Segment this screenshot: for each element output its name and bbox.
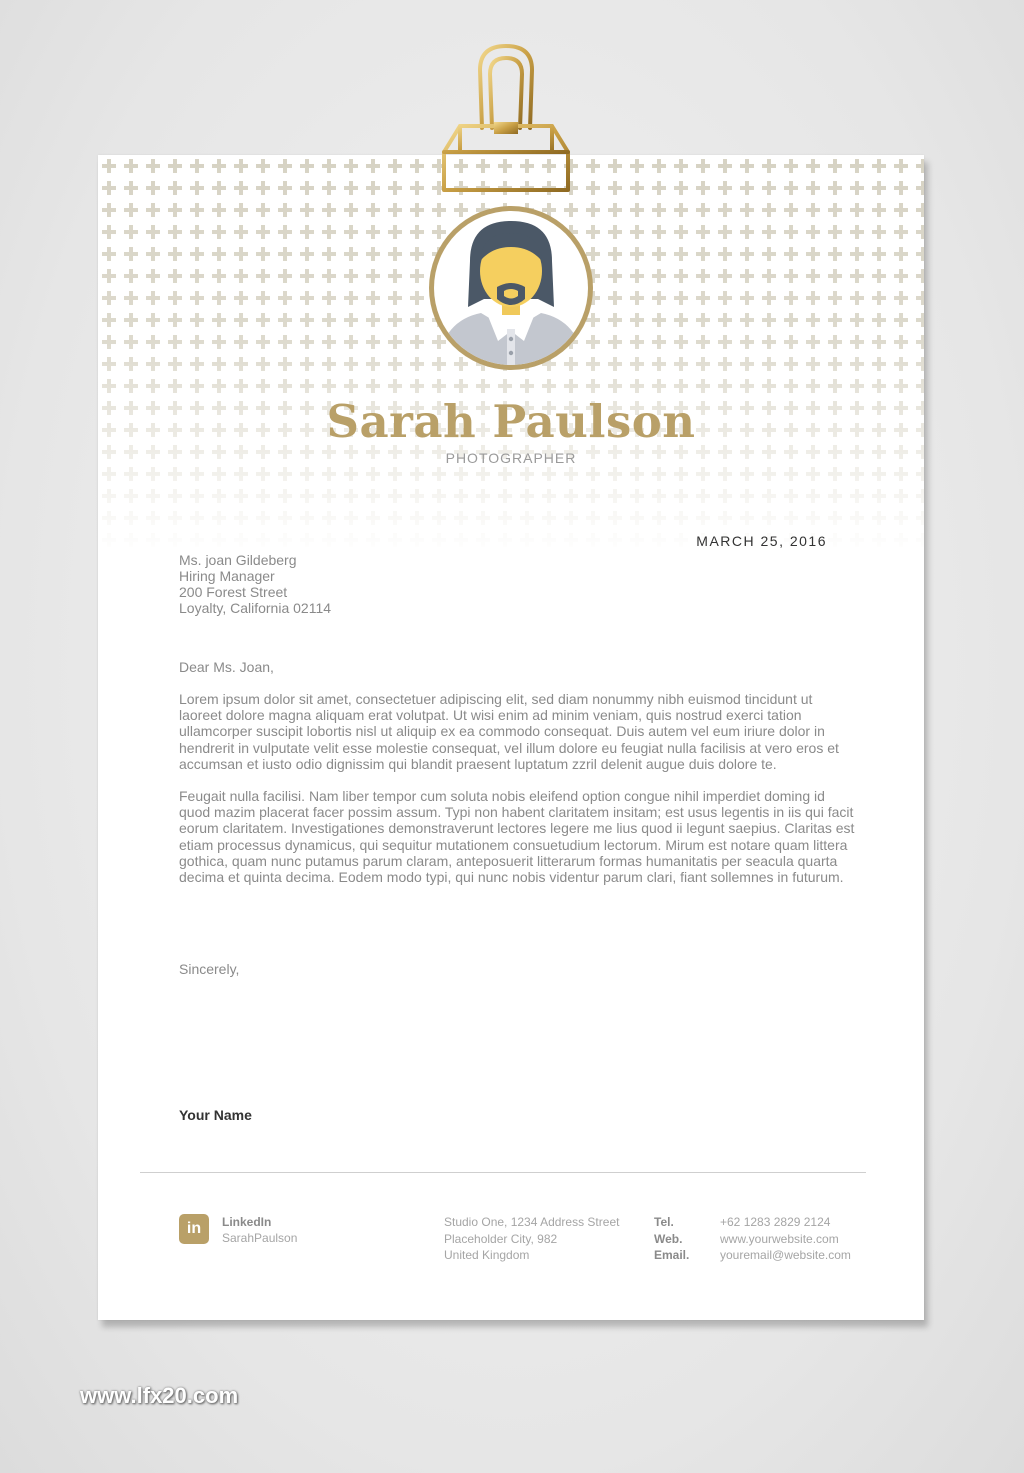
footer-address-line2: Placeholder City, 982 <box>444 1231 558 1246</box>
closing: Sincerely, <box>179 961 240 977</box>
recipient-street: 200 Forest Street <box>179 584 288 600</box>
recipient-address <box>179 552 331 616</box>
tel-value: +62 1283 2829 2124 <box>720 1215 831 1229</box>
footer-address-line3: United Kingdom <box>444 1248 530 1262</box>
avatar-icon <box>426 203 596 373</box>
footer-contact-values <box>720 1214 851 1264</box>
web-value: www.yourwebsite.com <box>720 1231 839 1246</box>
recipient-name: Ms. joan Gildeberg <box>179 552 297 568</box>
email-value: youremail@website.com <box>720 1248 851 1262</box>
footer-address <box>444 1214 619 1264</box>
binder-clip-icon <box>436 40 576 208</box>
signature-name: Your Name <box>179 1107 252 1123</box>
letter-date: MARCH 25, 2016 <box>696 533 827 549</box>
letterhead-page <box>98 155 924 1320</box>
linkedin-icon: in <box>179 1214 209 1244</box>
sender-name: Sarah Paulson <box>326 395 696 448</box>
web-label: Web. <box>654 1231 683 1246</box>
body-paragraph-1: Lorem ipsum dolor sit amet, consectetuer adipiscing elit, sed diam nonummy nibh euismod tincidunt ut laoreet dolore magna aliquam erat volutpat. Ut wisi enim ad minim veniam, quis nostrud exerci tation ullamcorper suscipit lobortis nisl ut aliquip ex ea commodo consequat. Duis autem vel eum iriure dolor in hendrerit in vulputate velit esse molestie consequat, vel illum dolore eu feugiat nulla facilisis at vero eros et accumsan et iusto odio dignissim qui blandit praesent luptatum zzril delenit augue duis dolore te. <box>179 691 839 772</box>
linkedin-label: LinkedIn <box>222 1215 272 1229</box>
greeting: Dear Ms. Joan, <box>179 659 274 675</box>
linkedin-handle: SarahPaulson <box>222 1231 298 1245</box>
email-label: Email. <box>654 1248 690 1262</box>
footer-address-line1: Studio One, 1234 Address Street <box>444 1215 620 1229</box>
tel-label: Tel. <box>654 1215 674 1229</box>
sender-role: PHOTOGRAPHER <box>445 450 577 466</box>
footer-contact-labels <box>654 1214 689 1264</box>
footer-divider <box>140 1172 866 1173</box>
recipient-title: Hiring Manager <box>179 568 275 584</box>
site-watermark: www.lfx20.com <box>80 1383 239 1408</box>
body-paragraph-2: Feugait nulla facilisi. Nam liber tempor cum soluta nobis eleifend option congue nihil imperdiet doming id quod mazim placerat facer possim assum. Typi non habent claritatem insitam; est usus legentis in iis qui facit eorum claritatem. Investigationes demonstraverunt lectores legere me lius quod ii legunt saepius. Claritas est etiam processus dynamicus, qui sequitur mutationem consuetudium lectorum. Mirum est notare quam littera gothica, quam nunc putamus parum claram, anteposuerit litterarum formas humanitatis per seacula quarta decima et quinta decima. Eodem modo typi, qui nunc nobis videntur parum clari, fiant sollemnes in futurum. <box>179 788 855 886</box>
recipient-city: Loyalty, California 02114 <box>179 600 332 616</box>
